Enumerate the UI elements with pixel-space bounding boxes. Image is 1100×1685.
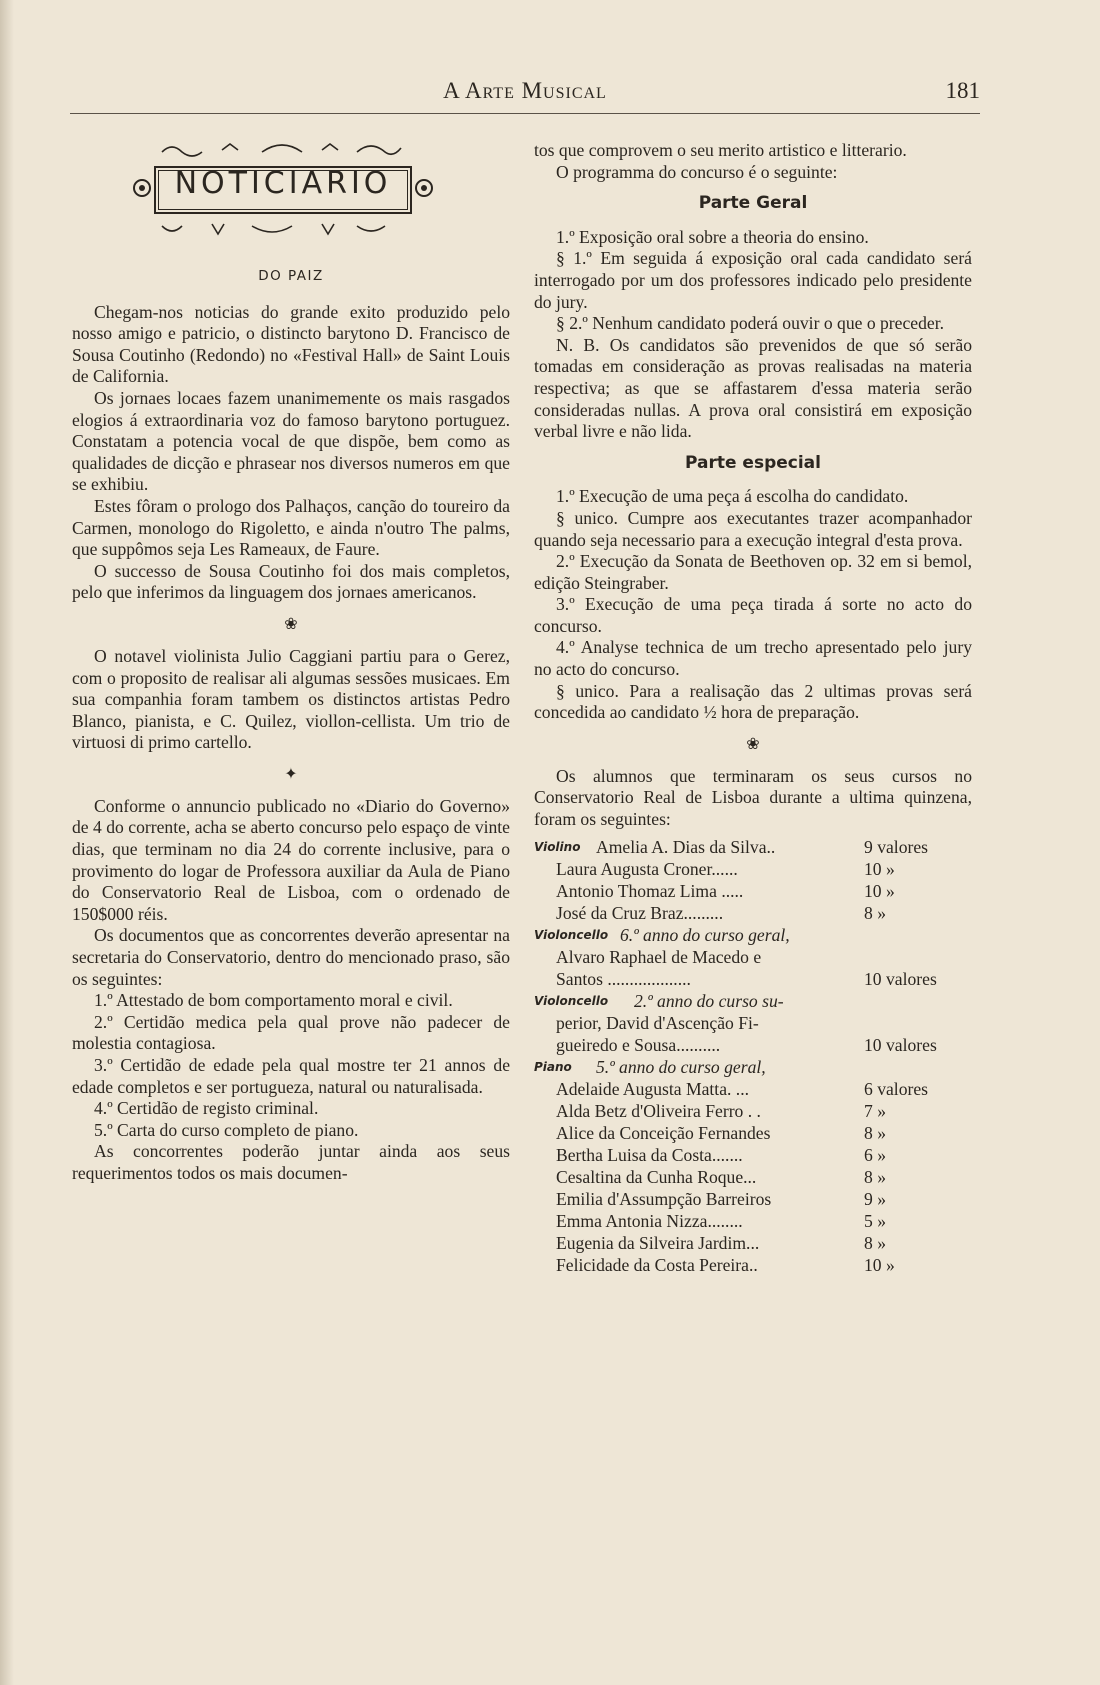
student-list <box>534 837 972 1277</box>
student-name: Santos ................... <box>556 968 691 989</box>
paragraph: As concorrentes poderão juntar ainda aos seus requerimentos todos os mais documen- <box>72 1141 510 1183</box>
table-row <box>534 1057 972 1079</box>
student-grade: 8 » <box>864 1232 886 1253</box>
separator-ornament: ❀ <box>746 735 760 753</box>
paragraph: O programma do concurso é o seguinte: <box>556 161 838 182</box>
student-grade: 9 » <box>864 1188 886 1209</box>
table-row <box>534 1101 972 1123</box>
separator-ornament: ✦ <box>284 765 298 783</box>
student-grade: 8 » <box>864 1166 886 1187</box>
table-row <box>534 991 972 1013</box>
table-row <box>534 859 972 881</box>
table-row <box>534 1079 972 1101</box>
student-name: Emilia d'Assumpção Barreiros <box>556 1188 772 1209</box>
course-note: 5.º anno do curso geral, <box>596 1056 766 1077</box>
right-column <box>534 140 972 1277</box>
list-item: 1.º Attestado de bom comportamento moral e civil. <box>94 990 453 1011</box>
table-row <box>534 1145 972 1167</box>
student-grade: 8 » <box>864 902 886 923</box>
list-item: 3.º Execução de uma peça tirada á sorte no acto do concurso. <box>534 594 972 636</box>
student-name: perior, David d'Ascenção Fi- <box>556 1012 759 1033</box>
separator-ornament: ❀ <box>284 615 298 633</box>
student-name: Adelaide Augusta Matta. ... <box>556 1078 749 1099</box>
page-number: 181 <box>945 78 980 103</box>
student-grade: 6 valores <box>864 1078 929 1099</box>
instrument-label: Violino <box>534 839 581 854</box>
student-name: Amelia A. Dias da Silva.. <box>596 836 776 857</box>
table-row <box>534 925 972 947</box>
list-item: 1.º Execução de uma peça á escolha do candidato. <box>556 486 909 507</box>
paragraph: Os jornaes locaes fazem unanimemente os mais rasgados elogios á extraordinaria voz do famoso barytono portuguez. Constatam a potencia vocal de que dispõe, bem como as qualidades de dicção e phrasear nos diversos numeros em que se exhibiu. <box>72 387 510 495</box>
student-grade: 5 » <box>864 1210 886 1231</box>
student-name: José da Cruz Braz......... <box>556 902 724 923</box>
student-name: Alda Betz d'Oliveira Ferro . . <box>556 1100 761 1121</box>
student-name: Alice da Conceição Fernandes <box>556 1122 771 1143</box>
paragraph: Conforme o annuncio publicado no «Diario do Governo» de 4 do corrente, acha se aberto concurso pelo espaço de vinte dias, que terminam no dia 24 do corrente inclusive, para o provimento do logar de Professora auxiliar da Aula de Piano do Conservatorio Real de Lisboa, com o ordenado de 150$000 réis. <box>72 795 510 924</box>
table-row <box>534 1035 972 1057</box>
student-name: gueiredo e Sousa.......... <box>556 1034 721 1055</box>
table-row <box>534 1233 972 1255</box>
table-row <box>534 1255 972 1277</box>
noticiario-box <box>132 166 434 214</box>
student-grade: 10 valores <box>864 1034 937 1055</box>
list-item: § 2.º Nenhum candidato poderá ouvir o que o preceder. <box>556 313 944 334</box>
student-grade: 8 » <box>864 1122 886 1143</box>
table-row <box>534 1211 972 1233</box>
list-item: 4.º Certidão de registo criminal. <box>94 1098 319 1119</box>
table-row <box>534 947 972 969</box>
student-name: Bertha Luisa da Costa....... <box>556 1144 743 1165</box>
paragraph: Os alumnos que terminaram os seus cursos no Conservatorio Real de Lisboa durante a ultima quinzena, foram os seguintes: <box>534 765 972 830</box>
instrument-label: Violoncello <box>534 993 609 1008</box>
section-title-parte-geral: Parte Geral <box>698 193 808 214</box>
list-item: § unico. Cumpre aos executantes trazer acompanhador quando seja necessario para a execução integral d'esta prova. <box>534 507 972 550</box>
list-item: 1.º Exposição oral sobre a theoria do ensino. <box>556 226 869 247</box>
student-grade: 7 » <box>864 1100 886 1121</box>
paragraph: Os documentos que as concorrentes deverão apresentar na secretaria do Conservatorio, dentro do mencionado praso, são os seguintes: <box>72 925 510 989</box>
left-column <box>72 140 510 1185</box>
list-item: 3.º Certidão de edade pela qual mostre ter 21 annos de edade completos e ser portugueza, natural ou naturalisada. <box>72 1055 510 1097</box>
student-name: Felicidade da Costa Pereira.. <box>556 1254 758 1275</box>
student-grade: 10 » <box>864 858 895 879</box>
student-grade: 10 valores <box>864 968 937 989</box>
course-note: 2.º anno do curso su- <box>634 990 784 1011</box>
student-grade: 10 » <box>864 880 895 901</box>
paragraph: Estes fôram o prologo dos Palhaços, canção do toureiro da Carmen, monologo do Rigoletto, e ainda n'outro The palms, que suppômos seja Les Rameaux, de Faure. <box>72 495 510 560</box>
page-spine-shadow <box>0 0 14 1685</box>
section-subhead: DO PAIZ <box>258 268 324 284</box>
student-name: Emma Antonia Nizza........ <box>556 1210 743 1231</box>
student-grade: 6 » <box>864 1144 886 1165</box>
table-row <box>534 1189 972 1211</box>
list-item: 5.º Carta do curso completo de piano. <box>94 1119 359 1140</box>
bottom-flourish-ornament <box>152 220 412 238</box>
instrument-label: Piano <box>534 1059 572 1074</box>
rosette-icon <box>132 178 152 198</box>
paragraph: O notavel violinista Julio Caggiani partiu para o Gerez, com o proposito de realisar ali algumas sessões musicaes. Em sua companhia foram tambem os distinctos artistas Pedro Blanco, pianista, e C. Quilez, viollon-cellista. Um trio de virtuosi di primo cartello. <box>72 645 510 753</box>
running-header <box>70 78 980 108</box>
rosette-icon <box>414 178 434 198</box>
table-row <box>534 903 972 925</box>
top-flourish-ornament <box>152 140 412 158</box>
table-row <box>534 1013 972 1035</box>
paragraph: tos que comprovem o seu merito artistico e litterario. <box>534 140 907 160</box>
list-item: 2.º Certidão medica pela qual prove não padecer de molestia contagiosa. <box>72 1011 510 1054</box>
student-name: Cesaltina da Cunha Roque... <box>556 1166 757 1187</box>
student-name: Alvaro Raphael de Macedo e <box>556 946 762 967</box>
student-grade: 9 valores <box>864 836 929 857</box>
table-row <box>534 1123 972 1145</box>
journal-title: A Arte Musical <box>443 78 607 103</box>
list-item: 2.º Execução da Sonata de Beethoven op. 32 em si bemol, edição Steingraber. <box>534 551 972 593</box>
student-grade: 10 » <box>864 1254 895 1275</box>
student-name: Eugenia da Silveira Jardim... <box>556 1232 760 1253</box>
noticiario-masthead <box>72 140 510 256</box>
student-name: Laura Augusta Croner...... <box>556 858 738 879</box>
list-item: N. B. Os candidatos são prevenidos de que só serão tomadas em consideração as provas realisadas na materia respectiva; as que se affastarem d'essa materia serão consideradas nullas. A prova oral consistirá em exposição verbal livre e não lida. <box>534 334 972 442</box>
table-row <box>534 881 972 903</box>
paragraph: O successo de Sousa Coutinho foi dos mais completos, pelo que inferimos da linguagem dos jornaes americanos. <box>72 560 510 603</box>
table-row <box>534 837 972 859</box>
instrument-label: Violoncello <box>534 927 609 942</box>
list-item: § unico. Para a realisação das 2 ultimas provas será concedida ao candidato ½ hora de preparação. <box>534 680 972 723</box>
section-title-parte-especial: Parte especial <box>685 452 821 473</box>
header-rule <box>70 113 980 114</box>
list-item: 4.º Analyse technica de um trecho apresentado pelo jury no acto do concurso. <box>534 637 972 680</box>
course-note: 6.º anno do curso geral, <box>620 924 790 945</box>
list-item: § 1.º Em seguida á exposição oral cada candidato será interrogado por um dos professores indicado pelo presidente do jury. <box>534 248 972 312</box>
paragraph: Chegam-nos noticias do grande exito produzido pelo nosso amigo e patricio, o distincto barytono D. Francisco de Sousa Coutinho (Redondo) no «Festival Hall» de Saint Louis de California. <box>72 301 510 387</box>
table-row <box>534 969 972 991</box>
student-name: Antonio Thomaz Lima ..... <box>556 880 744 901</box>
noticiario-title: NOTICIARIO <box>174 166 392 201</box>
table-row <box>534 1167 972 1189</box>
